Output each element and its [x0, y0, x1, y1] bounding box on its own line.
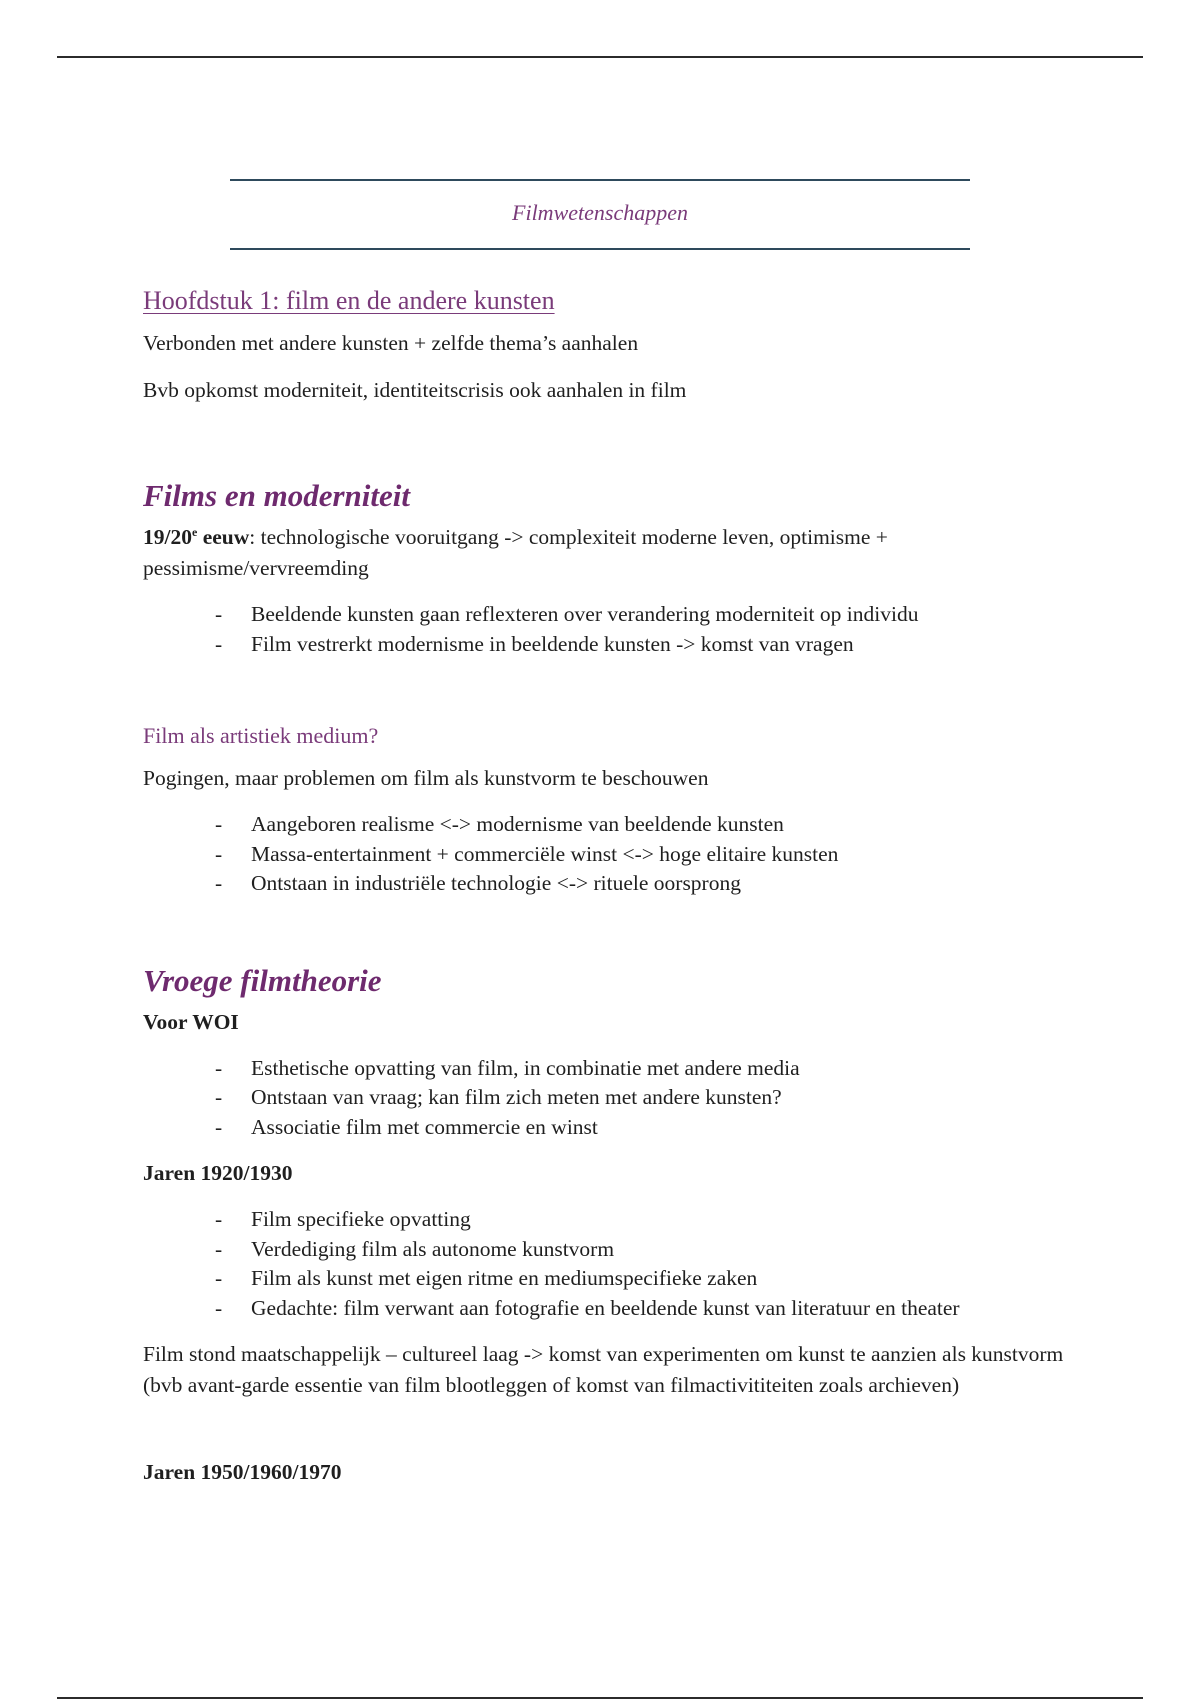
- century-word: eeuw: [197, 525, 250, 549]
- list-item: - Film vestrerkt modernisme in beeldende kunsten -> komst van vragen: [215, 630, 1073, 660]
- modernity-list: [143, 600, 1073, 659]
- theory-paragraph: Film stond maatschappelijk – cultureel laag -> komst van experimenten om kunst te aanzien als kunstvorm (bvb avant-garde essentie van film blootleggen of komst van filmactivititeiten zoals archieven): [143, 1342, 1064, 1397]
- intro-paragraph: Bvb opkomst moderniteit, identiteitscrisis ook aanhalen in film: [143, 378, 687, 402]
- document-title: Filmwetenschappen: [512, 200, 688, 225]
- modernity-lead-text: : technologische vooruitgang -> complexiteit moderne leven, optimisme + pessimisme/vervreemding: [143, 525, 888, 580]
- century-label: 19/20: [143, 525, 192, 549]
- title-rule-top: [230, 179, 970, 181]
- section-heading-artistic: Film als artistiek medium?: [143, 723, 379, 748]
- list-item: - Beeldende kunsten gaan reflexteren over verandering moderniteit op individu: [215, 600, 1073, 630]
- list-item: - Aangeboren realisme <-> modernisme van beeldende kunsten: [215, 810, 1073, 840]
- modernity-lead: [143, 522, 1073, 584]
- page-bottom-rule: [57, 1697, 1143, 1699]
- list-item: - Verdediging film als autonome kunstvorm: [215, 1235, 1073, 1265]
- list-item: - Associatie film met commercie en winst: [215, 1113, 1073, 1143]
- artistic-paragraph: Pogingen, maar problemen om film als kunstvorm te beschouwen: [143, 766, 709, 790]
- intro-paragraph: Verbonden met andere kunsten + zelfde thema’s aanhalen: [143, 331, 639, 355]
- document-body: [143, 286, 1073, 1504]
- list-item: - Massa-entertainment + commerciële winst <-> hoge elitaire kunsten: [215, 840, 1073, 870]
- subheading-1950-1970: Jaren 1950/1960/1970: [143, 1460, 342, 1484]
- subheading-before-wwi: Voor WOI: [143, 1009, 239, 1034]
- list-item: - Film als kunst met eigen ritme en mediumspecifieke zaken: [215, 1264, 1073, 1294]
- subheading-1920-1930: Jaren 1920/1930: [143, 1161, 293, 1185]
- list-item: - Gedachte: film verwant aan fotografie en beeldende kunst van literatuur en theater: [215, 1294, 1073, 1324]
- list-item: - Ontstaan in industriële technologie <-> rituele oorsprong: [215, 869, 1073, 899]
- section-heading-theory: Vroege filmtheorie: [143, 962, 382, 998]
- list-item: - Esthetische opvatting van film, in combinatie met andere media: [215, 1054, 1073, 1084]
- artistic-list: [143, 810, 1073, 899]
- theory-list-2: [143, 1205, 1073, 1323]
- chapter-heading: Hoofdstuk 1: film en de andere kunsten: [143, 286, 555, 315]
- title-rule-bottom: [230, 248, 970, 250]
- section-heading-modernity: Films en moderniteit: [143, 478, 410, 513]
- list-item: - Ontstaan van vraag; kan film zich meten met andere kunsten?: [215, 1083, 1073, 1113]
- theory-list-1: [143, 1054, 1073, 1143]
- century-superscript: e: [191, 524, 198, 539]
- page-top-rule: [57, 56, 1143, 58]
- list-item: - Film specifieke opvatting: [215, 1205, 1073, 1235]
